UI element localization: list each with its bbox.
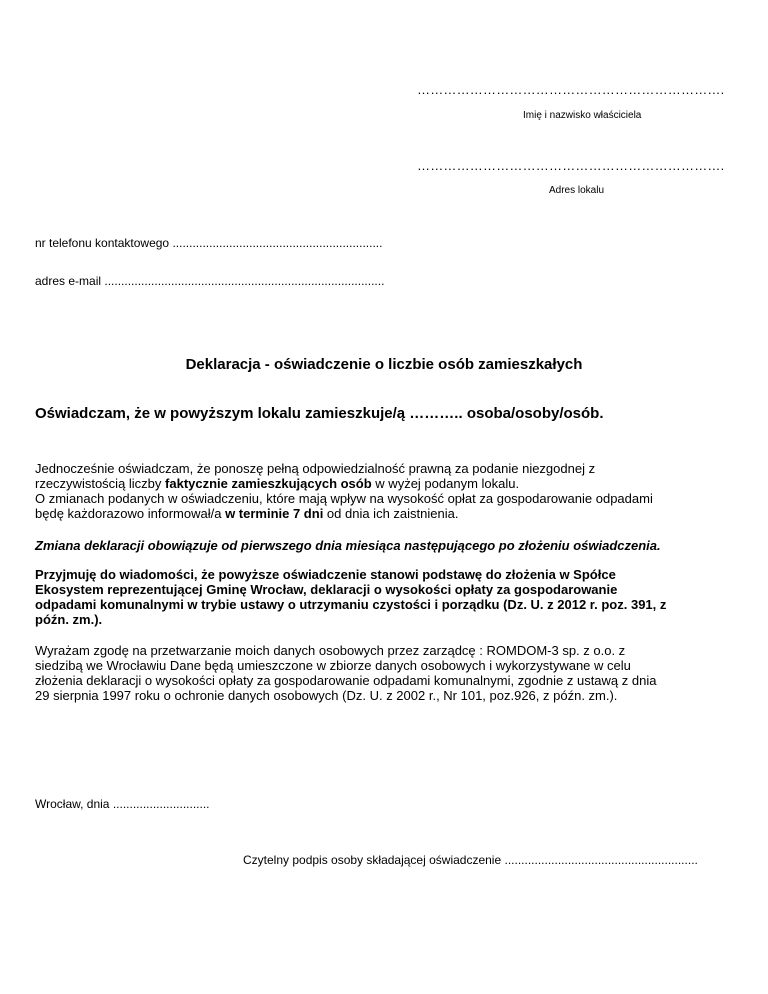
paragraph-line: Ekosystem reprezentującej Gminę Wrocław, deklaracji o wysokości opłaty za gospodarowanie	[35, 582, 618, 597]
owner-name-caption: Imię i nazwisko właściciela	[523, 110, 642, 121]
bold-phrase: faktycznie zamieszkujących osób	[165, 476, 372, 491]
paragraph-line: Wyrażam zgodę na przetwarzanie moich danych osobowych przez zarządcę : ROMDOM-3 sp. z o.o. z	[35, 643, 626, 658]
responsibility-paragraph	[35, 461, 745, 521]
paragraph-line: złożenia deklaracji o wysokości opłaty za gospodarowanie odpadami komunalnymi, zgodnie z ustawą z dnia	[35, 673, 657, 688]
paragraph-line: odpadami komunalnymi w trybie ustawy o utrzymaniu czystości i porządku (Dz. U. z 2012 r. poz. 391, z	[35, 597, 667, 612]
paragraph-line: Jednocześnie oświadczam, że ponoszę pełną odpowiedzialność prawną za podanie niezgodnej z	[35, 461, 596, 476]
address-caption: Adres lokalu	[549, 185, 605, 196]
phone-dotted-line[interactable]: ...............................................................	[172, 236, 383, 250]
email-label: adres e-mail	[35, 274, 105, 288]
paragraph-line: O zmianach podanych w oświadczeniu, które mają wpływ na wysokość opłat za gospodarowanie odpadami	[35, 491, 653, 506]
bold-phrase: w terminie 7 dni	[225, 506, 324, 521]
date-dotted-line[interactable]: .............................	[112, 797, 210, 811]
email-dotted-line[interactable]: ....................................................................................	[104, 274, 385, 288]
place-date-field	[35, 797, 210, 811]
paragraph-line: Przyjmuję do wiadomości, że powyższe oświadczenie stanowi podstawę do złożenia w Spółce	[35, 567, 616, 582]
change-note: Zmiana deklaracji obowiązuje od pierwszego dnia miesiąca następującego po złożeniu oświadczenia.	[35, 538, 661, 553]
document-title: Deklaracja - oświadczenie o liczbie osób zamieszkałych	[185, 356, 583, 373]
email-field	[35, 274, 384, 288]
place-date-label: Wrocław, dnia	[35, 797, 113, 811]
signature-label: Czytelny podpis osoby składającej oświadczenie	[243, 853, 505, 867]
owner-name-dotted-line[interactable]: …………………………………………………………….	[417, 82, 725, 97]
paragraph-line: będę każdorazowo informował/a w terminie 7 dni od dnia ich zaistnienia.	[35, 506, 459, 521]
address-dotted-line[interactable]: …………………………………………………………….	[417, 158, 725, 173]
residents-statement: Oświadczam, że w powyższym lokalu zamieszkuje/ą ……….. osoba/osoby/osób.	[35, 405, 604, 422]
acknowledgement-paragraph	[35, 567, 745, 627]
consent-paragraph	[35, 643, 745, 703]
signature-field	[243, 853, 698, 867]
paragraph-line: siedzibą we Wrocławiu Dane będą umieszczone w zbiorze danych osobowych i wykorzystywane w celu	[35, 658, 631, 673]
phone-label: nr telefonu kontaktowego	[35, 236, 173, 250]
paragraph-line: późn. zm.).	[35, 612, 103, 627]
paragraph-line: 29 sierpnia 1997 roku o ochronie danych osobowych (Dz. U. z 2002 r., Nr 101, poz.926, z późn. zm.).	[35, 688, 618, 703]
signature-dotted-line[interactable]: ..........................................................	[504, 853, 698, 867]
phone-field	[35, 236, 382, 250]
paragraph-line: rzeczywistością liczby faktycznie zamieszkujących osób w wyżej podanym lokalu.	[35, 476, 520, 491]
